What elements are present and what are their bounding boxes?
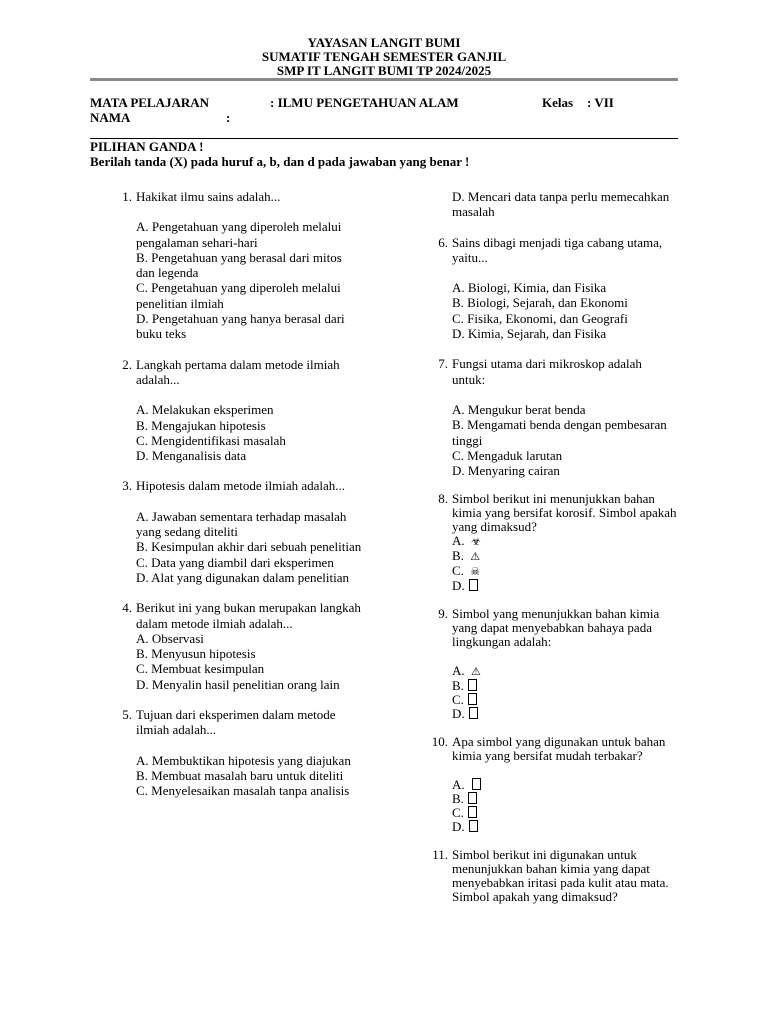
- option-c[interactable]: [452, 806, 678, 820]
- question-text: Berikut ini yang bukan merupakan langkah dalam metode ilmiah adalah...: [136, 600, 361, 631]
- missing-glyph-icon: [468, 792, 477, 804]
- option-d[interactable]: D. Menyalin hasil penelitian orang lain: [136, 676, 340, 692]
- question-text: Apa simbol yang digunakan untuk bahan kimia yang bersifat mudah terbakar?: [452, 734, 666, 764]
- subject-label: MATA PELAJARAN: [90, 95, 210, 110]
- question-text: Langkah pertama dalam metode ilmiah adalah...: [136, 356, 340, 387]
- question-number: 4.: [122, 600, 132, 616]
- option-a[interactable]: A. Mengukur berat benda: [452, 401, 586, 417]
- warning-icon: ⚠: [470, 550, 481, 564]
- option-b[interactable]: B. Mengajukan hipotesis: [136, 417, 266, 433]
- option-d[interactable]: D. Mencari data tanpa perlu memecahkan masalah: [452, 189, 670, 220]
- question-11: [428, 848, 678, 904]
- option-c[interactable]: C. Mengidentifikasi masalah: [136, 432, 286, 448]
- exam-header: [0, 36, 768, 78]
- option-letter: C.: [452, 692, 464, 708]
- question-5-continued: [428, 189, 678, 220]
- question-4: [112, 600, 362, 692]
- header-divider: [90, 78, 678, 81]
- question-text: Fungsi utama dari mikroskop adalah untuk:: [452, 356, 642, 387]
- option-letter: B.: [452, 678, 464, 694]
- option-d[interactable]: [452, 707, 678, 721]
- question-text: Hakikat ilmu sains adalah...: [136, 189, 281, 204]
- class-label: Kelas: [542, 95, 574, 110]
- question-2: [112, 357, 362, 464]
- option-b[interactable]: B. Membuat masalah baru untuk diteliti: [136, 767, 344, 783]
- option-a[interactable]: [452, 534, 678, 549]
- question-number: 7.: [438, 356, 448, 372]
- option-a[interactable]: A. Pengetahuan yang diperoleh melalui pengalaman sehari-hari: [136, 219, 342, 250]
- option-a[interactable]: [452, 664, 678, 679]
- option-d[interactable]: [452, 579, 678, 593]
- question-text: Tujuan dari eksperimen dalam metode ilmiah adalah...: [136, 707, 336, 738]
- option-b[interactable]: [452, 679, 678, 693]
- question-text: Simbol yang menunjukkan bahan kimia yang dapat menyebabkan bahaya pada lingkungan adalah:: [452, 606, 660, 650]
- option-b[interactable]: [452, 549, 678, 564]
- option-c[interactable]: C. Fisika, Ekonomi, dan Geografi: [452, 310, 628, 326]
- option-d[interactable]: D. Menganalisis data: [136, 448, 247, 464]
- missing-glyph-icon: [468, 693, 477, 705]
- option-c[interactable]: [452, 693, 678, 707]
- question-number: 6.: [438, 234, 448, 250]
- option-letter: D.: [452, 706, 465, 722]
- exam-title: SUMATIF TENGAH SEMESTER GANJIL: [261, 49, 507, 64]
- question-text: Simbol berikut ini digunakan untuk menunjukkan bahan kimia yang dapat menyebabkan iritasi pada kulit atau mata. Simbol apakah yang dimaksud?: [452, 847, 669, 905]
- question-3: [112, 478, 362, 585]
- option-c[interactable]: C. Data yang diambil dari eksperimen: [136, 554, 334, 570]
- right-column: [428, 189, 678, 904]
- option-letter: B.: [452, 791, 464, 807]
- option-d[interactable]: D. Menyaring cairan: [452, 463, 560, 479]
- option-a[interactable]: [452, 778, 678, 792]
- option-letter: C.: [452, 805, 464, 821]
- question-8: [428, 492, 678, 593]
- class-value: : VII: [587, 95, 614, 110]
- skull-crossbones-icon: ☠: [470, 565, 481, 579]
- option-a[interactable]: A. Biologi, Kimia, dan Fisika: [452, 280, 607, 296]
- option-d[interactable]: D. Pengetahuan yang hanya berasal dari buku teks: [136, 311, 345, 342]
- option-letter: A.: [452, 533, 465, 549]
- question-number: 3.: [122, 478, 132, 494]
- instruction-text: Berilah tanda (X) pada huruf a, b, dan d pada jawaban yang benar !: [90, 154, 470, 169]
- missing-glyph-icon: [472, 778, 481, 790]
- option-letter: B.: [452, 548, 464, 564]
- question-text: Hipotesis dalam metode ilmiah adalah...: [136, 478, 346, 494]
- option-b[interactable]: B. Menyusun hipotesis: [136, 646, 256, 662]
- question-number: 2.: [122, 356, 132, 372]
- option-letter: D.: [452, 578, 465, 594]
- option-c[interactable]: [452, 564, 678, 579]
- option-c[interactable]: C. Mengaduk larutan: [452, 447, 563, 463]
- option-a[interactable]: A. Melakukan eksperimen: [136, 402, 274, 418]
- option-b[interactable]: B. Pengetahuan yang berasal dari mitos dan legenda: [136, 249, 342, 281]
- question-7: [428, 356, 678, 478]
- option-a[interactable]: A. Observasi: [136, 630, 204, 646]
- biohazard-icon: ☣: [470, 535, 481, 549]
- warning-icon: ⚠: [470, 665, 481, 679]
- option-b[interactable]: B. Biologi, Sejarah, dan Ekonomi: [452, 295, 628, 311]
- name-label: NAMA: [90, 110, 131, 125]
- question-5: [112, 707, 362, 798]
- missing-glyph-icon: [468, 806, 477, 818]
- question-1: [112, 189, 362, 342]
- missing-glyph-icon: [469, 820, 478, 832]
- question-10: [428, 735, 678, 834]
- option-letter: A.: [452, 663, 465, 679]
- option-d[interactable]: D. Kimia, Sejarah, dan Fisika: [452, 326, 607, 342]
- option-d[interactable]: [452, 820, 678, 834]
- option-c[interactable]: C. Membuat kesimpulan: [136, 661, 265, 677]
- missing-glyph-icon: [469, 707, 478, 719]
- subject-value: : ILMU PENGETAHUAN ALAM: [270, 95, 459, 110]
- question-number: 1.: [122, 189, 132, 204]
- option-b[interactable]: B. Mengamati benda dengan pembesaran tinggi: [452, 417, 667, 448]
- school-year: SMP IT LANGIT BUMI TP 2024/2025: [276, 63, 492, 78]
- missing-glyph-icon: [468, 679, 477, 691]
- section-title: PILIHAN GANDA !: [90, 139, 204, 154]
- left-column: [112, 189, 362, 799]
- option-c[interactable]: C. Pengetahuan yang diperoleh melalui penelitian ilmiah: [136, 280, 341, 311]
- missing-glyph-icon: [469, 579, 478, 591]
- question-number: 8.: [438, 491, 448, 507]
- question-text: Sains dibagi menjadi tiga cabang utama, yaitu...: [452, 234, 663, 265]
- option-letter: D.: [452, 819, 465, 835]
- option-b[interactable]: [452, 792, 678, 806]
- question-text: Simbol berikut ini menunjukkan bahan kimia yang bersifat korosif. Simbol apakah yang dimaksud?: [452, 491, 677, 535]
- option-a[interactable]: A. Membuktikan hipotesis yang diajukan: [136, 752, 351, 768]
- foundation-name: YAYASAN LANGIT BUMI: [307, 35, 461, 50]
- option-letter: C.: [452, 563, 464, 579]
- question-9: [428, 607, 678, 721]
- option-d[interactable]: D. Alat yang digunakan dalam penelitian: [136, 569, 349, 585]
- question-number: 10.: [431, 734, 448, 750]
- option-b[interactable]: B. Kesimpulan akhir dari sebuah penelitian: [136, 539, 362, 555]
- question-number: 11.: [432, 847, 448, 863]
- question-number: 5.: [122, 707, 132, 723]
- option-c[interactable]: C. Menyelesaikan masalah tanpa analisis: [136, 783, 350, 799]
- question-6: [428, 235, 678, 342]
- question-number: 9.: [438, 606, 448, 622]
- name-value: :: [226, 110, 231, 125]
- option-letter: A.: [452, 777, 465, 793]
- option-a[interactable]: A. Jawaban sementara terhadap masalah yang sedang diteliti: [136, 508, 347, 540]
